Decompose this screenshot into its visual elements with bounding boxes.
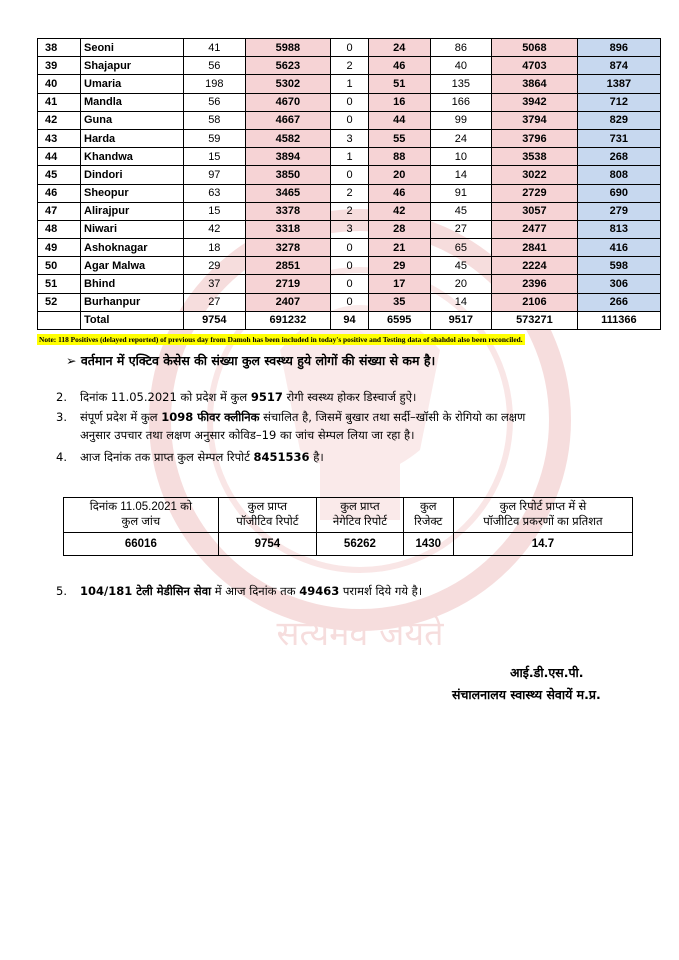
active-cases-cell: 279 (577, 202, 660, 220)
signature-idsp: आई.डी.एस.पी. (510, 665, 584, 680)
total-recovered-cell: 2841 (492, 239, 578, 257)
note-text: Note: 118 Positives (delayed reported) of previous day from Damoh has been included in today's positive and Testing data of shahdol also been reconciled. (39, 335, 523, 344)
total-death-cell: 24 (368, 39, 430, 57)
table-row (38, 184, 661, 202)
total-recovered-cell: 2396 (492, 275, 578, 293)
today-death-cell: 1 (331, 75, 369, 93)
today-recovered-cell: 14 (430, 293, 492, 311)
table-row (38, 111, 661, 129)
serial-cell: 44 (38, 148, 81, 166)
district-name-cell: Harda (81, 129, 184, 147)
active-cases-cell: 598 (577, 257, 660, 275)
total-recovered-cell: 573271 (492, 311, 578, 329)
active-cases-cell: 808 (577, 166, 660, 184)
table-row (38, 93, 661, 111)
total-death-cell: 42 (368, 202, 430, 220)
table-row (38, 239, 661, 257)
today-death-cell: 0 (331, 239, 369, 257)
today-positive-cell: 63 (184, 184, 246, 202)
district-name-cell: Mandla (81, 93, 184, 111)
district-name-cell: Khandwa (81, 148, 184, 166)
active-cases-cell: 266 (577, 293, 660, 311)
today-positive-cell: 56 (184, 93, 246, 111)
total-death-cell: 16 (368, 93, 430, 111)
total-positive-cell: 4670 (245, 93, 331, 111)
table-row (38, 293, 661, 311)
today-recovered-cell: 24 (430, 129, 492, 147)
total-recovered-cell: 3538 (492, 148, 578, 166)
active-cases-cell: 690 (577, 184, 660, 202)
serial-cell: 50 (38, 257, 81, 275)
today-recovered-cell: 10 (430, 148, 492, 166)
total-serial-cell (38, 311, 81, 329)
today-recovered-cell: 45 (430, 202, 492, 220)
table-row (38, 166, 661, 184)
table-row (38, 57, 661, 75)
table-row (38, 257, 661, 275)
district-name-cell: Bhind (81, 275, 184, 293)
today-positive-cell: 56 (184, 57, 246, 75)
total-death-cell: 55 (368, 129, 430, 147)
today-positive-cell: 97 (184, 166, 246, 184)
active-cases-cell: 813 (577, 220, 660, 238)
active-cases-cell: 268 (577, 148, 660, 166)
today-recovered-cell: 99 (430, 111, 492, 129)
table-row (38, 129, 661, 147)
today-death-cell: 3 (331, 129, 369, 147)
today-death-cell: 0 (331, 293, 369, 311)
point-3: 3. संपूर्ण प्रदेश में कुल 1098 फीवर क्लीनिक संचालित है, जिसमें बुखार तथा सर्दी–खॉसी के रोगियो का लक्षण अनुसार उपचार तथा लक्षण अनुसार कोविड–19 का जांच सेम्पल लिया जा रहा है। (56, 410, 526, 442)
total-death-cell: 46 (368, 57, 430, 75)
today-recovered-cell: 14 (430, 166, 492, 184)
total-today-positive-cell: 9754 (184, 311, 246, 329)
district-name-cell: Dindori (81, 166, 184, 184)
today-recovered-cell: 20 (430, 275, 492, 293)
summary-value-rejected: 1430 (403, 533, 453, 556)
serial-cell: 49 (38, 239, 81, 257)
serial-cell: 45 (38, 166, 81, 184)
table-row (38, 39, 661, 57)
point-2: 2. दिनांक 11.05.2021 को प्रदेश में कुल 9517 रोगी स्वस्थ्य होकर डिस्चार्ज हुऐ। (56, 390, 417, 404)
serial-cell: 48 (38, 220, 81, 238)
total-positive-cell: 3465 (245, 184, 331, 202)
total-positive-cell: 691232 (245, 311, 331, 329)
today-death-cell: 3 (331, 220, 369, 238)
summary-value-negative: 56262 (317, 533, 404, 556)
total-death-cell: 88 (368, 148, 430, 166)
table-row (38, 275, 661, 293)
today-recovered-cell: 91 (430, 184, 492, 202)
total-death-cell: 21 (368, 239, 430, 257)
today-death-cell: 2 (331, 202, 369, 220)
district-name-cell: Burhanpur (81, 293, 184, 311)
total-positive-cell: 4667 (245, 111, 331, 129)
today-positive-cell: 41 (184, 39, 246, 57)
today-positive-cell: 29 (184, 257, 246, 275)
total-recovered-cell: 2477 (492, 220, 578, 238)
district-name-cell: Ashoknagar (81, 239, 184, 257)
serial-cell: 43 (38, 129, 81, 147)
table-row (38, 75, 661, 93)
serial-cell: 51 (38, 275, 81, 293)
total-death-cell: 35 (368, 293, 430, 311)
serial-cell: 41 (38, 93, 81, 111)
total-death-cell: 28 (368, 220, 430, 238)
today-death-cell: 0 (331, 39, 369, 57)
point-4: 4. आज दिनांक तक प्राप्त कुल सेम्पल रिपोर्ट 8451536 है। (56, 450, 324, 464)
active-cases-cell: 306 (577, 275, 660, 293)
active-cases-cell: 874 (577, 57, 660, 75)
total-death-cell: 44 (368, 111, 430, 129)
summary-value-total-tests: 66016 (64, 533, 219, 556)
today-positive-cell: 15 (184, 148, 246, 166)
total-positive-cell: 5302 (245, 75, 331, 93)
total-positive-cell: 2851 (245, 257, 331, 275)
total-positive-cell: 3378 (245, 202, 331, 220)
total-recovered-cell: 2224 (492, 257, 578, 275)
today-death-cell: 1 (331, 148, 369, 166)
total-recovered-cell: 4703 (492, 57, 578, 75)
total-today-death-cell: 94 (331, 311, 369, 329)
today-recovered-cell: 166 (430, 93, 492, 111)
total-death-cell: 17 (368, 275, 430, 293)
district-name-cell: Guna (81, 111, 184, 129)
total-positive-cell: 3850 (245, 166, 331, 184)
today-death-cell: 2 (331, 184, 369, 202)
summary-header-negative: कुल प्राप्त नेगेटिव रिपोर्ट (317, 498, 404, 533)
total-positive-cell: 2407 (245, 293, 331, 311)
total-positive-cell: 4582 (245, 129, 331, 147)
total-recovered-cell: 3794 (492, 111, 578, 129)
arrow-icon: ➢ (66, 353, 77, 368)
point-5: 5. 104/181 टेली मेडीसिन सेवा में आज दिनांक तक 49463 परामर्श दिये गये है। (56, 584, 423, 598)
today-positive-cell: 59 (184, 129, 246, 147)
signature-directorate: संचालनालय स्वास्थ्य सेवायें म.प्र. (452, 687, 601, 702)
total-recovered-cell: 2106 (492, 293, 578, 311)
active-cases-cell: 896 (577, 39, 660, 57)
today-positive-cell: 15 (184, 202, 246, 220)
active-cases-cell: 829 (577, 111, 660, 129)
emblem-motto: सत्यमेव जयते (276, 614, 444, 654)
total-today-recovered-cell: 9517 (430, 311, 492, 329)
total-death-cell: 46 (368, 184, 430, 202)
today-death-cell: 0 (331, 111, 369, 129)
total-positive-cell: 3894 (245, 148, 331, 166)
total-death-cell: 51 (368, 75, 430, 93)
total-death-cell: 20 (368, 166, 430, 184)
table-row (38, 148, 661, 166)
today-positive-cell: 37 (184, 275, 246, 293)
today-recovered-cell: 86 (430, 39, 492, 57)
today-recovered-cell: 45 (430, 257, 492, 275)
active-cases-cell: 416 (577, 239, 660, 257)
bullet-point (66, 352, 435, 369)
today-recovered-cell: 27 (430, 220, 492, 238)
total-row (38, 311, 661, 329)
total-recovered-cell: 3942 (492, 93, 578, 111)
today-recovered-cell: 65 (430, 239, 492, 257)
summary-header-positivity: कुल रिपोर्ट प्राप्त में से पॉजीटिव प्रकरणों का प्रतिशत (453, 498, 632, 533)
total-death-cell: 29 (368, 257, 430, 275)
total-recovered-cell: 3057 (492, 202, 578, 220)
today-positive-cell: 58 (184, 111, 246, 129)
total-recovered-cell: 3796 (492, 129, 578, 147)
total-recovered-cell: 5068 (492, 39, 578, 57)
total-positive-cell: 2719 (245, 275, 331, 293)
serial-cell: 46 (38, 184, 81, 202)
total-positive-cell: 5623 (245, 57, 331, 75)
serial-cell: 42 (38, 111, 81, 129)
summary-value-positive: 9754 (218, 533, 316, 556)
summary-header-total-tests: दिनांक 11.05.2021 को कुल जांच (64, 498, 219, 533)
active-cases-cell: 731 (577, 129, 660, 147)
summary-value-positivity: 14.7 (453, 533, 632, 556)
active-cases-cell: 1387 (577, 75, 660, 93)
bullet-text: वर्तमान में एक्टिव केसेस की संख्या कुल स्वस्थ्य हुये लोगों की संख्या से कम है। (80, 353, 436, 368)
district-name-cell: Sheopur (81, 184, 184, 202)
total-recovered-cell: 2729 (492, 184, 578, 202)
total-recovered-cell: 3022 (492, 166, 578, 184)
today-death-cell: 0 (331, 93, 369, 111)
summary-header-rejected: कुल रिजेक्ट (403, 498, 453, 533)
serial-cell: 38 (38, 39, 81, 57)
today-positive-cell: 27 (184, 293, 246, 311)
serial-cell: 52 (38, 293, 81, 311)
summary-header-positive: कुल प्राप्त पॉजीटिव रिपोर्ट (218, 498, 316, 533)
today-positive-cell: 18 (184, 239, 246, 257)
total-positive-cell: 3278 (245, 239, 331, 257)
total-active-cell: 111366 (577, 311, 660, 329)
district-name-cell: Shajapur (81, 57, 184, 75)
total-recovered-cell: 3864 (492, 75, 578, 93)
district-table (37, 38, 661, 330)
today-death-cell: 2 (331, 57, 369, 75)
today-death-cell: 0 (331, 166, 369, 184)
district-name-cell: Agar Malwa (81, 257, 184, 275)
district-name-cell: Umaria (81, 75, 184, 93)
total-positive-cell: 5988 (245, 39, 331, 57)
district-name-cell: Niwari (81, 220, 184, 238)
serial-cell: 47 (38, 202, 81, 220)
summary-table (63, 497, 633, 556)
district-name-cell: Alirajpur (81, 202, 184, 220)
today-death-cell: 0 (331, 275, 369, 293)
today-death-cell: 0 (331, 257, 369, 275)
today-recovered-cell: 40 (430, 57, 492, 75)
today-recovered-cell: 135 (430, 75, 492, 93)
table-row (38, 202, 661, 220)
serial-cell: 39 (38, 57, 81, 75)
serial-cell: 40 (38, 75, 81, 93)
today-positive-cell: 42 (184, 220, 246, 238)
total-death-cell: 6595 (368, 311, 430, 329)
active-cases-cell: 712 (577, 93, 660, 111)
total-positive-cell: 3318 (245, 220, 331, 238)
table-row (38, 220, 661, 238)
today-positive-cell: 198 (184, 75, 246, 93)
total-label-cell: Total (81, 311, 184, 329)
district-name-cell: Seoni (81, 39, 184, 57)
